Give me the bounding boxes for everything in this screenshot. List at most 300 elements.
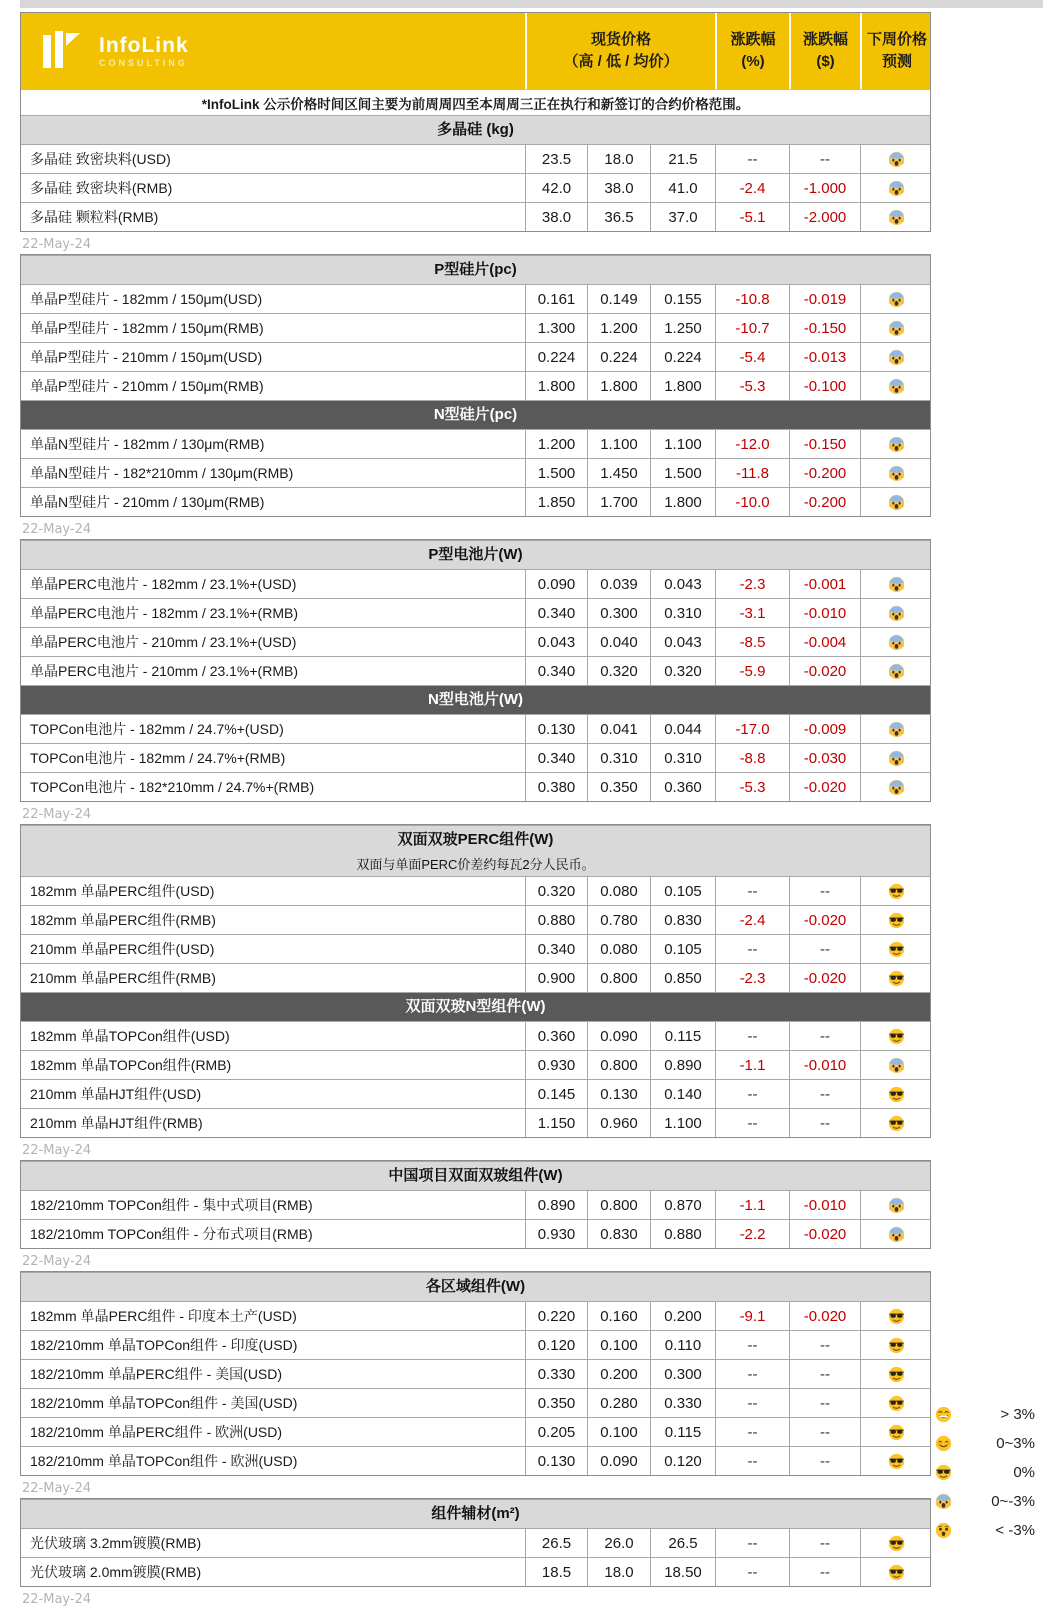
price-table-block bbox=[20, 1271, 931, 1476]
price-low: 0.100 bbox=[587, 1331, 650, 1359]
change-abs: -0.200 bbox=[789, 459, 860, 487]
forecast-cell bbox=[860, 1220, 932, 1248]
change-pct: -- bbox=[715, 1360, 789, 1388]
price-avg: 0.870 bbox=[650, 1191, 715, 1219]
section-title: P型硅片(pc) bbox=[434, 261, 517, 278]
section-header bbox=[21, 992, 930, 1021]
product-label: 182/210mm TOPCon组件 - 分布式项目(RMB) bbox=[30, 1226, 313, 1242]
change-abs: -0.150 bbox=[789, 430, 860, 458]
change-abs: -- bbox=[789, 1447, 860, 1475]
sunglasses-face-icon bbox=[888, 1028, 905, 1045]
price-low: 0.830 bbox=[587, 1220, 650, 1248]
section-header bbox=[21, 825, 930, 876]
forecast-cell bbox=[860, 285, 932, 313]
screaming-face-icon bbox=[888, 436, 905, 453]
sunglasses-face-icon bbox=[888, 1453, 905, 1470]
change-pct: -- bbox=[715, 1022, 789, 1050]
date-label: 22-May-24 bbox=[22, 1481, 92, 1496]
product-label: 182mm 单晶PERC组件(USD) bbox=[30, 883, 215, 899]
forecast-cell bbox=[860, 1360, 932, 1388]
forecast-cell bbox=[860, 1080, 932, 1108]
price-low: 0.040 bbox=[587, 628, 650, 656]
change-abs: -0.020 bbox=[789, 773, 860, 801]
date-label: 22-May-24 bbox=[22, 1254, 92, 1269]
screaming-face-icon bbox=[888, 663, 905, 680]
sunglasses-face-icon bbox=[888, 1337, 905, 1354]
change-abs-title: 涨跌幅 bbox=[802, 31, 848, 48]
price-table-block bbox=[20, 254, 931, 517]
section-title: N型电池片(W) bbox=[428, 691, 523, 708]
product-label: 单晶P型硅片 - 210mm / 150μm(RMB) bbox=[30, 378, 264, 394]
product-label: 单晶PERC电池片 - 182mm / 23.1%+(RMB) bbox=[30, 605, 298, 621]
table-row bbox=[21, 905, 930, 934]
screaming-face-icon bbox=[888, 320, 905, 337]
change-pct: -- bbox=[715, 1331, 789, 1359]
forecast-cell bbox=[860, 174, 932, 202]
sunglasses-face-icon bbox=[888, 1535, 905, 1552]
logo-bar bbox=[55, 31, 63, 68]
change-abs: -0.200 bbox=[789, 488, 860, 516]
change-abs: -0.020 bbox=[789, 657, 860, 685]
price-high: 1.300 bbox=[525, 314, 587, 342]
product-label: 光伏玻璃 2.0mm镀膜(RMB) bbox=[30, 1564, 202, 1580]
logo-bar bbox=[43, 35, 51, 68]
price-low: 0.039 bbox=[587, 570, 650, 598]
grin-face-icon bbox=[935, 1406, 952, 1423]
product-label: 单晶P型硅片 - 210mm / 150μm(USD) bbox=[30, 349, 263, 365]
price-high: 0.350 bbox=[525, 1389, 587, 1417]
change-pct: -2.3 bbox=[715, 570, 789, 598]
change-pct: -10.8 bbox=[715, 285, 789, 313]
price-low: 0.780 bbox=[587, 906, 650, 934]
change-pct-title: 涨跌幅 bbox=[730, 31, 776, 48]
price-high: 0.340 bbox=[525, 935, 587, 963]
price-low: 0.080 bbox=[587, 877, 650, 905]
table-row bbox=[21, 1417, 930, 1446]
price-avg: 0.880 bbox=[650, 1220, 715, 1248]
price-avg: 0.320 bbox=[650, 657, 715, 685]
sunglasses-face-icon bbox=[888, 970, 905, 987]
forecast-cell bbox=[860, 1191, 932, 1219]
date-label: 22-May-24 bbox=[22, 522, 92, 537]
price-low: 18.0 bbox=[587, 145, 650, 173]
price-avg: 0.043 bbox=[650, 570, 715, 598]
section-header bbox=[21, 115, 930, 144]
price-high: 23.5 bbox=[525, 145, 587, 173]
table-row bbox=[21, 1021, 930, 1050]
price-high: 0.340 bbox=[525, 599, 587, 627]
forecast-title: 下周价格 bbox=[866, 31, 927, 48]
product-label: 182/210mm 单晶PERC组件 - 欧洲(USD) bbox=[30, 1424, 283, 1440]
price-avg: 26.5 bbox=[650, 1529, 715, 1557]
change-pct: -11.8 bbox=[715, 459, 789, 487]
price-low: 0.041 bbox=[587, 715, 650, 743]
change-pct: -5.1 bbox=[715, 203, 789, 231]
change-pct: -- bbox=[715, 145, 789, 173]
price-avg: 0.310 bbox=[650, 744, 715, 772]
change-pct: -10.0 bbox=[715, 488, 789, 516]
change-pct: -- bbox=[715, 1558, 789, 1586]
change-abs: -- bbox=[789, 1360, 860, 1388]
price-avg: 1.800 bbox=[650, 372, 715, 400]
forecast-cell bbox=[860, 906, 932, 934]
price-high: 0.890 bbox=[525, 1191, 587, 1219]
change-abs: -- bbox=[789, 1022, 860, 1050]
forecast-cell bbox=[860, 570, 932, 598]
legend-label: > 3% bbox=[1000, 1406, 1035, 1423]
change-abs: -0.019 bbox=[789, 285, 860, 313]
price-period-note: *InfoLink 公示价格时间区间主要为前周周四至本周周三正在执行和新签订的合约价格范围。 bbox=[21, 89, 930, 115]
price-tables bbox=[20, 254, 931, 1609]
price-high: 1.500 bbox=[525, 459, 587, 487]
product-label: 210mm 单晶HJT组件(RMB) bbox=[30, 1115, 203, 1131]
change-abs: -- bbox=[789, 1418, 860, 1446]
legend-item bbox=[935, 1487, 1035, 1516]
price-low: 0.100 bbox=[587, 1418, 650, 1446]
change-abs: -- bbox=[789, 877, 860, 905]
screaming-face-icon bbox=[888, 1226, 905, 1243]
change-abs: -0.009 bbox=[789, 715, 860, 743]
forecast-cell bbox=[860, 1331, 932, 1359]
product-label: 182/210mm 单晶TOPCon组件 - 美国(USD) bbox=[30, 1395, 298, 1411]
product-label: 182mm 单晶PERC组件(RMB) bbox=[30, 912, 216, 928]
table-row bbox=[21, 772, 930, 801]
price-high: 26.5 bbox=[525, 1529, 587, 1557]
smile-face-icon bbox=[935, 1435, 952, 1452]
forecast-cell bbox=[860, 744, 932, 772]
price-avg: 1.100 bbox=[650, 1109, 715, 1137]
change-pct: -3.1 bbox=[715, 599, 789, 627]
change-abs: -- bbox=[789, 1389, 860, 1417]
price-low: 1.700 bbox=[587, 488, 650, 516]
change-pct: -1.1 bbox=[715, 1191, 789, 1219]
legend-label: 0% bbox=[1013, 1464, 1035, 1481]
screaming-face-icon bbox=[935, 1493, 952, 1510]
table-row bbox=[21, 743, 930, 772]
price-low: 0.090 bbox=[587, 1022, 650, 1050]
price-high: 0.120 bbox=[525, 1331, 587, 1359]
table-row bbox=[21, 173, 930, 202]
table-row bbox=[21, 876, 930, 905]
product-label: 182mm 单晶TOPCon组件(USD) bbox=[30, 1028, 230, 1044]
change-abs: -2.000 bbox=[789, 203, 860, 231]
price-low: 0.224 bbox=[587, 343, 650, 371]
forecast-cell bbox=[860, 1447, 932, 1475]
change-abs: -0.020 bbox=[789, 906, 860, 934]
sunglasses-face-icon bbox=[888, 1564, 905, 1581]
price-low: 0.800 bbox=[587, 1051, 650, 1079]
price-high: 0.880 bbox=[525, 906, 587, 934]
forecast-cell bbox=[860, 1529, 932, 1557]
price-high: 0.161 bbox=[525, 285, 587, 313]
forecast-cell bbox=[860, 314, 932, 342]
change-abs: -0.150 bbox=[789, 314, 860, 342]
change-pct: -5.3 bbox=[715, 372, 789, 400]
price-high: 0.320 bbox=[525, 877, 587, 905]
change-abs: -- bbox=[789, 1331, 860, 1359]
date-label: 22-May-24 bbox=[22, 1143, 92, 1158]
section-header bbox=[21, 1161, 930, 1190]
product-label: 单晶PERC电池片 - 210mm / 23.1%+(RMB) bbox=[30, 663, 298, 679]
product-label: 182mm 单晶TOPCon组件(RMB) bbox=[30, 1057, 232, 1073]
price-high: 0.930 bbox=[525, 1051, 587, 1079]
price-low: 0.149 bbox=[587, 285, 650, 313]
product-label: 多晶硅 颗粒料(RMB) bbox=[30, 209, 159, 225]
forecast-cell bbox=[860, 430, 932, 458]
section-header bbox=[21, 1272, 930, 1301]
table-header-row bbox=[21, 13, 930, 89]
price-sheet bbox=[20, 12, 931, 1609]
change-abs: -- bbox=[789, 1109, 860, 1137]
price-high: 0.043 bbox=[525, 628, 587, 656]
change-pct: -17.0 bbox=[715, 715, 789, 743]
change-pct: -1.1 bbox=[715, 1051, 789, 1079]
price-high: 0.224 bbox=[525, 343, 587, 371]
section-header bbox=[21, 540, 930, 569]
screaming-face-icon bbox=[888, 465, 905, 482]
sunglasses-face-icon bbox=[888, 883, 905, 900]
change-abs: -0.020 bbox=[789, 1302, 860, 1330]
section-header bbox=[21, 400, 930, 429]
product-label: 单晶N型硅片 - 182*210mm / 130μm(RMB) bbox=[30, 465, 294, 481]
change-pct: -8.8 bbox=[715, 744, 789, 772]
change-pct: -5.3 bbox=[715, 773, 789, 801]
section-title: N型硅片(pc) bbox=[433, 406, 518, 423]
product-label: 210mm 单晶PERC组件(USD) bbox=[30, 941, 215, 957]
table-row bbox=[21, 1108, 930, 1137]
forecast-cell bbox=[860, 1389, 932, 1417]
sunglasses-face-icon bbox=[888, 941, 905, 958]
price-high: 1.850 bbox=[525, 488, 587, 516]
screaming-face-icon bbox=[888, 721, 905, 738]
change-abs: -0.100 bbox=[789, 372, 860, 400]
price-high: 1.200 bbox=[525, 430, 587, 458]
sunglasses-face-icon bbox=[888, 1115, 905, 1132]
price-low: 0.350 bbox=[587, 773, 650, 801]
brand-name: InfoLink bbox=[99, 33, 189, 57]
price-avg: 1.500 bbox=[650, 459, 715, 487]
price-high: 18.5 bbox=[525, 1558, 587, 1586]
price-avg: 41.0 bbox=[650, 174, 715, 202]
table-row bbox=[21, 963, 930, 992]
price-high: 0.130 bbox=[525, 1447, 587, 1475]
table-row bbox=[21, 487, 930, 516]
brand-logo bbox=[21, 13, 525, 89]
forecast-cell bbox=[860, 599, 932, 627]
legend-item bbox=[935, 1458, 1035, 1487]
forecast-cell bbox=[860, 145, 932, 173]
date-label: 22-May-24 bbox=[22, 237, 92, 252]
change-pct: -8.5 bbox=[715, 628, 789, 656]
column-header-forecast bbox=[860, 13, 932, 89]
table-row bbox=[21, 1219, 930, 1248]
price-high: 42.0 bbox=[525, 174, 587, 202]
product-label: 182mm 单晶PERC组件 - 印度本土产(USD) bbox=[30, 1308, 297, 1324]
table-row bbox=[21, 627, 930, 656]
screaming-face-icon bbox=[888, 180, 905, 197]
screaming-face-icon bbox=[888, 494, 905, 511]
screaming-face-icon bbox=[888, 151, 905, 168]
table-row bbox=[21, 144, 930, 173]
section-title: 中国项目双面双玻组件(W) bbox=[388, 1167, 563, 1184]
logo-triangle bbox=[66, 33, 80, 46]
price-high: 0.205 bbox=[525, 1418, 587, 1446]
price-low: 0.320 bbox=[587, 657, 650, 685]
change-pct: -- bbox=[715, 1418, 789, 1446]
date-label: 22-May-24 bbox=[22, 1592, 92, 1607]
legend-label: < -3% bbox=[995, 1522, 1035, 1539]
forecast-cell bbox=[860, 459, 932, 487]
change-pct: -2.3 bbox=[715, 964, 789, 992]
change-abs: -0.020 bbox=[789, 964, 860, 992]
product-label: 182/210mm 单晶PERC组件 - 美国(USD) bbox=[30, 1366, 283, 1382]
product-label: 单晶PERC电池片 - 210mm / 23.1%+(USD) bbox=[30, 634, 297, 650]
change-pct: -- bbox=[715, 1080, 789, 1108]
sunglasses-face-icon bbox=[888, 1366, 905, 1383]
screaming-face-icon bbox=[888, 291, 905, 308]
table-row bbox=[21, 202, 930, 231]
forecast-cell bbox=[860, 773, 932, 801]
section-header bbox=[21, 685, 930, 714]
change-pct: -- bbox=[715, 1389, 789, 1417]
product-label: 182/210mm TOPCon组件 - 集中式项目(RMB) bbox=[30, 1197, 313, 1213]
price-avg: 0.300 bbox=[650, 1360, 715, 1388]
table-row bbox=[21, 1388, 930, 1417]
price-table-block bbox=[20, 1498, 931, 1587]
change-pct: -- bbox=[715, 877, 789, 905]
price-low: 1.800 bbox=[587, 372, 650, 400]
price-avg: 0.115 bbox=[650, 1418, 715, 1446]
price-high: 0.930 bbox=[525, 1220, 587, 1248]
astonished-face-icon bbox=[935, 1522, 952, 1539]
table-row bbox=[21, 1190, 930, 1219]
sunglasses-face-icon bbox=[888, 1308, 905, 1325]
price-table-block bbox=[20, 1160, 931, 1249]
price-high: 0.900 bbox=[525, 964, 587, 992]
price-low: 0.090 bbox=[587, 1447, 650, 1475]
sunglasses-face-icon bbox=[888, 1395, 905, 1412]
infolink-logo-icon bbox=[43, 30, 87, 72]
product-label: 光伏玻璃 3.2mm镀膜(RMB) bbox=[30, 1535, 202, 1551]
price-low: 0.300 bbox=[587, 599, 650, 627]
forecast-cell bbox=[860, 715, 932, 743]
price-low: 1.100 bbox=[587, 430, 650, 458]
screaming-face-icon bbox=[888, 1057, 905, 1074]
price-low: 0.280 bbox=[587, 1389, 650, 1417]
price-avg: 0.105 bbox=[650, 935, 715, 963]
price-high: 0.380 bbox=[525, 773, 587, 801]
screaming-face-icon bbox=[888, 378, 905, 395]
table-row bbox=[21, 598, 930, 627]
section-title: 组件辅材(m²) bbox=[431, 1505, 520, 1522]
legend-label: 0~-3% bbox=[991, 1493, 1035, 1510]
forecast-sub: 预测 bbox=[881, 53, 912, 70]
price-avg: 1.250 bbox=[650, 314, 715, 342]
product-label: 单晶N型硅片 - 182mm / 130μm(RMB) bbox=[30, 436, 265, 452]
price-avg: 0.140 bbox=[650, 1080, 715, 1108]
change-abs: -- bbox=[789, 935, 860, 963]
change-pct: -- bbox=[715, 1109, 789, 1137]
change-abs: -0.004 bbox=[789, 628, 860, 656]
sunglasses-face-icon bbox=[888, 912, 905, 929]
price-high: 38.0 bbox=[525, 203, 587, 231]
price-high: 0.360 bbox=[525, 1022, 587, 1050]
price-table-block bbox=[20, 539, 931, 802]
price-high: 0.145 bbox=[525, 1080, 587, 1108]
forecast-cell bbox=[860, 1418, 932, 1446]
price-avg: 0.830 bbox=[650, 906, 715, 934]
change-abs: -- bbox=[789, 1529, 860, 1557]
price-high: 0.330 bbox=[525, 1360, 587, 1388]
price-avg: 0.044 bbox=[650, 715, 715, 743]
forecast-cell bbox=[860, 1558, 932, 1586]
table-row bbox=[21, 1079, 930, 1108]
legend-item bbox=[935, 1516, 1035, 1545]
date-label: 22-May-24 bbox=[22, 807, 92, 822]
change-pct: -10.7 bbox=[715, 314, 789, 342]
forecast-cell bbox=[860, 657, 932, 685]
price-high: 1.800 bbox=[525, 372, 587, 400]
price-high: 0.340 bbox=[525, 744, 587, 772]
sunglasses-face-icon bbox=[888, 1424, 905, 1441]
legend-item bbox=[935, 1400, 1035, 1429]
price-avg: 0.224 bbox=[650, 343, 715, 371]
column-header-change-abs bbox=[789, 13, 860, 89]
change-pct: -5.4 bbox=[715, 343, 789, 371]
table-row bbox=[21, 714, 930, 743]
price-avg: 0.200 bbox=[650, 1302, 715, 1330]
price-low: 38.0 bbox=[587, 174, 650, 202]
price-low: 1.450 bbox=[587, 459, 650, 487]
price-avg: 0.310 bbox=[650, 599, 715, 627]
table-row bbox=[21, 1301, 930, 1330]
change-pct: -2.2 bbox=[715, 1220, 789, 1248]
forecast-cell bbox=[860, 203, 932, 231]
price-avg: 0.330 bbox=[650, 1389, 715, 1417]
product-label: TOPCon电池片 - 182mm / 24.7%+(USD) bbox=[30, 721, 284, 737]
screaming-face-icon bbox=[888, 1197, 905, 1214]
change-pct: -- bbox=[715, 1529, 789, 1557]
product-label: 210mm 单晶PERC组件(RMB) bbox=[30, 970, 216, 986]
product-label: 182/210mm 单晶TOPCon组件 - 印度(USD) bbox=[30, 1337, 298, 1353]
price-avg: 18.50 bbox=[650, 1558, 715, 1586]
screaming-face-icon bbox=[888, 349, 905, 366]
price-low: 26.0 bbox=[587, 1529, 650, 1557]
change-abs: -1.000 bbox=[789, 174, 860, 202]
change-pct: -- bbox=[715, 1447, 789, 1475]
change-abs: -0.010 bbox=[789, 599, 860, 627]
price-low: 36.5 bbox=[587, 203, 650, 231]
table-row bbox=[21, 371, 930, 400]
change-abs: -0.020 bbox=[789, 1220, 860, 1248]
change-abs: -0.010 bbox=[789, 1051, 860, 1079]
price-low: 0.310 bbox=[587, 744, 650, 772]
change-abs: -0.030 bbox=[789, 744, 860, 772]
section-title: 多晶硅 (kg) bbox=[437, 121, 514, 138]
product-label: TOPCon电池片 - 182mm / 24.7%+(RMB) bbox=[30, 750, 286, 766]
legend-label: 0~3% bbox=[996, 1435, 1035, 1452]
screaming-face-icon bbox=[888, 576, 905, 593]
change-pct: -- bbox=[715, 935, 789, 963]
price-avg: 0.105 bbox=[650, 877, 715, 905]
screaming-face-icon bbox=[888, 750, 905, 767]
price-high: 0.220 bbox=[525, 1302, 587, 1330]
column-header-change-pct bbox=[715, 13, 789, 89]
forecast-cell bbox=[860, 935, 932, 963]
section-note: 双面与单面PERC价差约每瓦2分人民币。 bbox=[356, 857, 595, 872]
change-abs: -- bbox=[789, 1558, 860, 1586]
change-pct: -2.4 bbox=[715, 174, 789, 202]
